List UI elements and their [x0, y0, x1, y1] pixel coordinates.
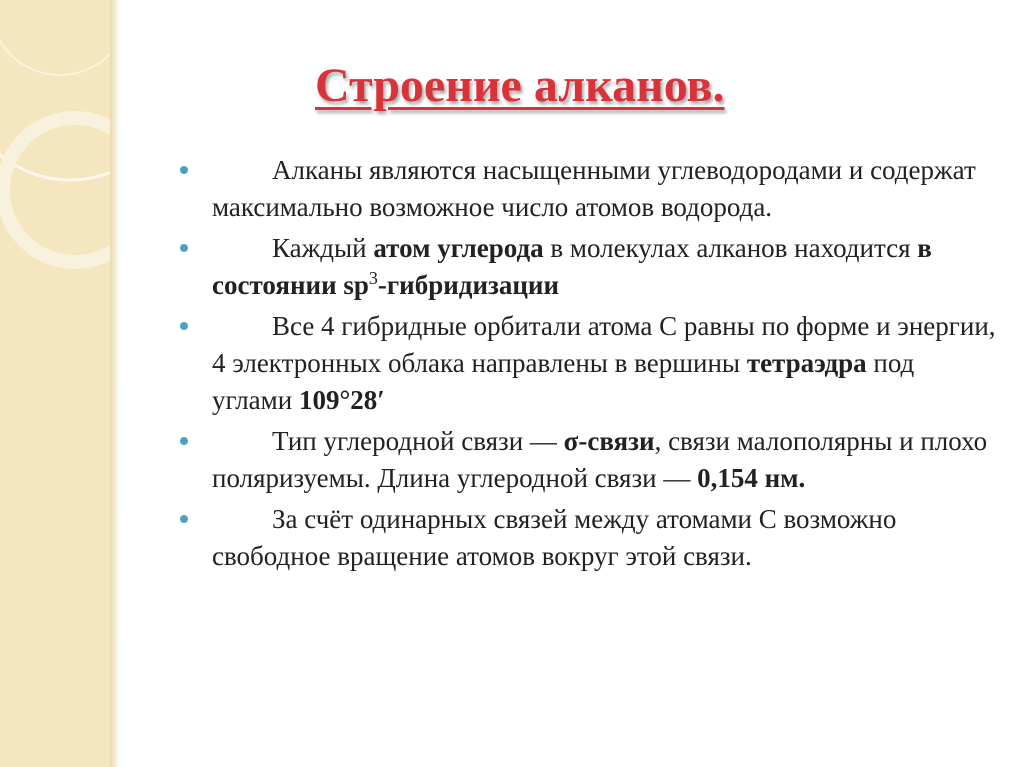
bullet-dot-icon — [180, 437, 188, 445]
bullet-text: под углами — [212, 348, 915, 415]
bullet-item-3 — [180, 308, 1000, 419]
bullet-item-2 — [180, 230, 1000, 304]
decorative-rings — [0, 0, 110, 767]
bullet-item-1 — [180, 152, 1000, 226]
bullet-bold-text: атом углерода — [373, 233, 544, 263]
slide-title: Строение алканов. — [315, 59, 725, 112]
bullet-text: Каждый — [272, 233, 374, 263]
bullet-text: Тип углеродной связи — — [272, 426, 564, 456]
bullet-bold-text: тетраэдра — [746, 348, 867, 378]
bullet-text: Алканы являются насыщенными углеводородами и содержат максимально возможное число атомов водорода. — [212, 155, 976, 222]
bullet-list — [180, 152, 1000, 579]
bullet-text: Все 4 гибридные орбитали атома С равны по форме и энергии, 4 электронных облака направлены в вершины — [212, 311, 996, 378]
sidebar-shade — [110, 0, 120, 767]
bullet-text: в молекулах алканов находится — [543, 233, 918, 263]
ring-thick — [3, 118, 110, 262]
bullet-bold-text: 109°28′ — [298, 385, 385, 415]
bullet-bold-text: 0,154 нм. — [697, 463, 806, 493]
bullet-dot-icon — [180, 166, 188, 174]
bullet-dot-icon — [180, 515, 188, 523]
ring-small — [0, 0, 110, 75]
bullet-bold-text: -гибридизации — [377, 270, 560, 300]
bullet-item-5 — [180, 501, 1000, 575]
bullet-dot-icon — [180, 322, 188, 330]
bullet-text: За счёт одинарных связей между атомами С возможно свободное вращение атомов вокруг этой связи. — [212, 504, 897, 571]
bullet-bold-text: σ-связи — [563, 426, 655, 456]
superscript: 3 — [368, 268, 378, 288]
bullet-item-4 — [180, 423, 1000, 497]
decorative-sidebar — [0, 0, 110, 767]
bullet-bold-text: в состоянии sp — [212, 233, 932, 300]
bullet-text: , связи малополярны и плохо поляризуемы. Длина углеродной связи — — [212, 426, 988, 493]
bullet-dot-icon — [180, 244, 188, 252]
